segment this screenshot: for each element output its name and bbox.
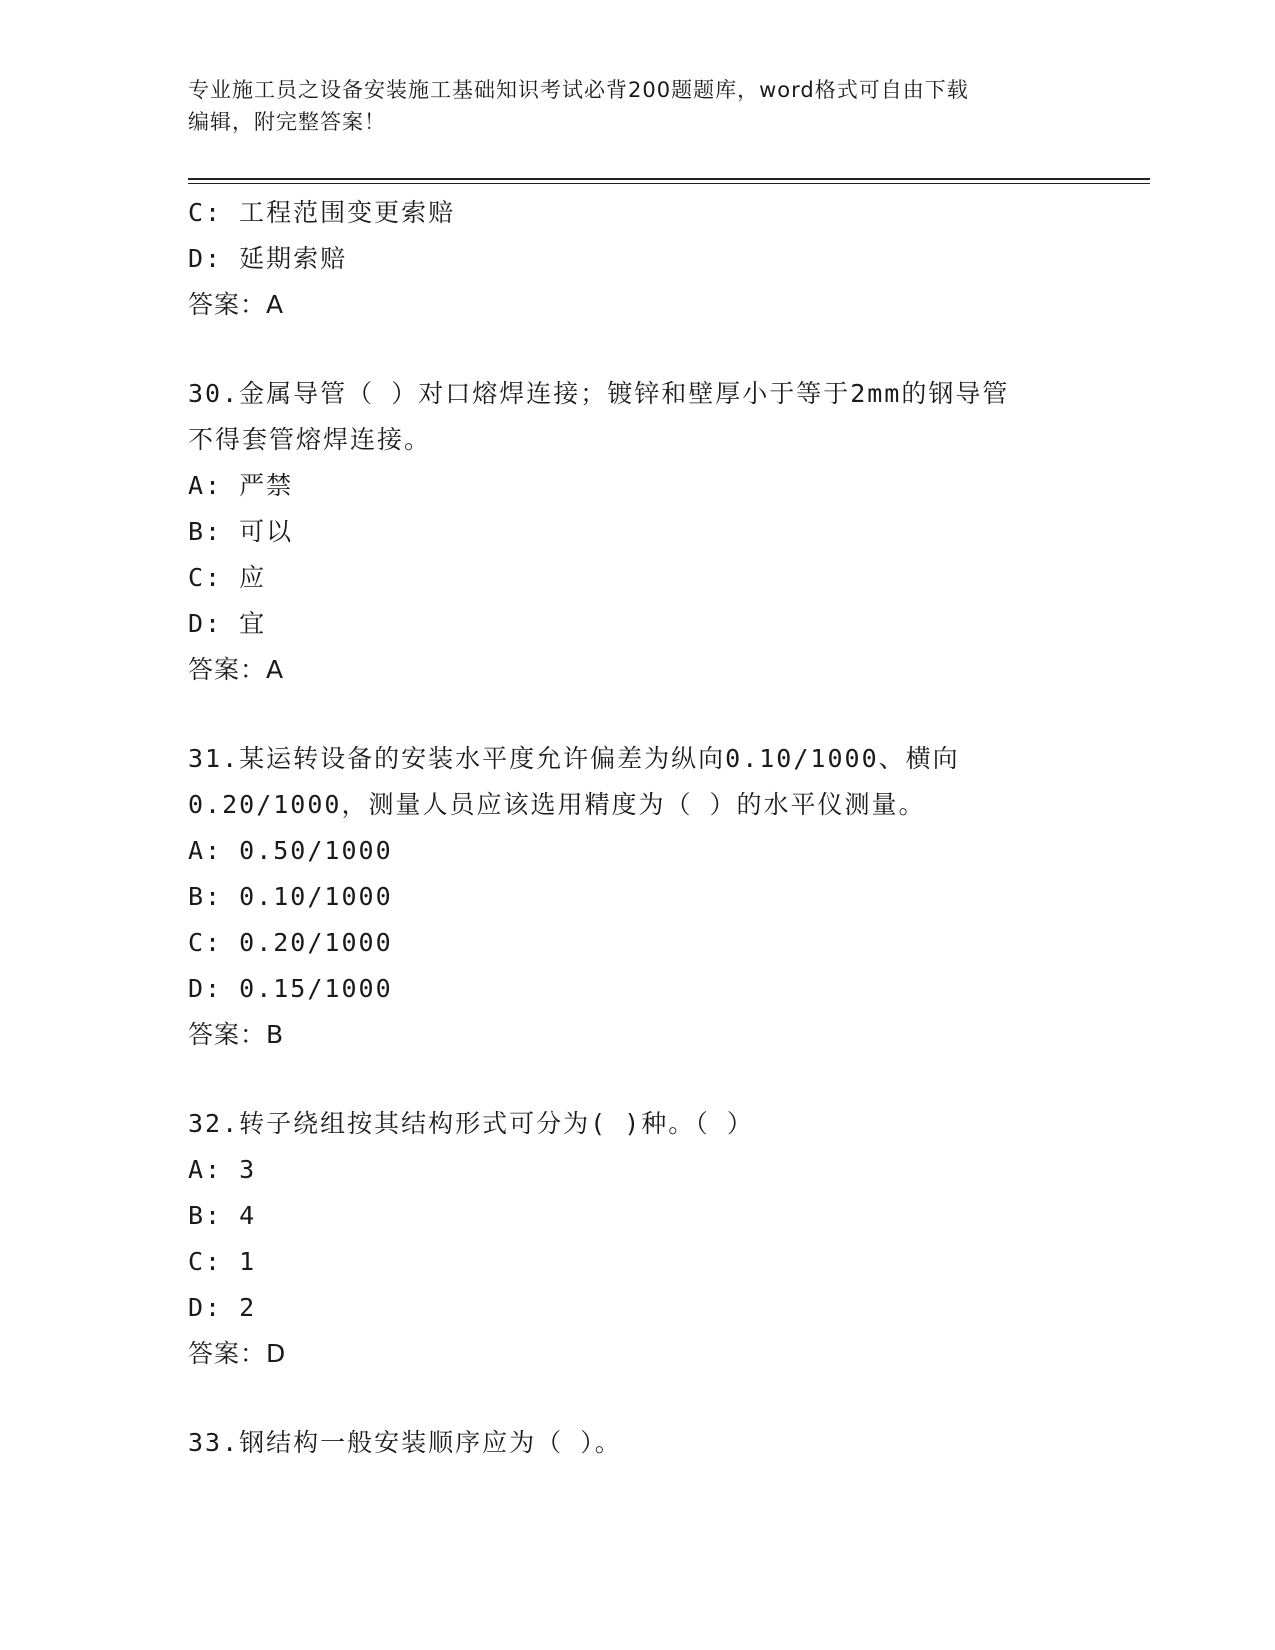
question-list [188,190,1088,1466]
spacer [188,328,1088,371]
document-header [188,74,1088,138]
option-d: D: 延期索赔 [188,244,348,273]
answer-line: 答案：A [188,655,285,684]
header-divider-thin [188,183,1150,184]
question-stem-line-2: 不得套管熔焊连接。 [188,425,432,454]
option-a: A: 0.50/1000 [188,836,393,865]
answer-line: 答案：B [188,1020,285,1049]
answer-line: 答案：A [188,290,285,319]
header-title-line-1: 专业施工员之设备安装施工基础知识考试必背200题题库，word格式可自由下载 [188,78,969,102]
question-block-30 [188,371,1088,693]
option-d: D: 2 [188,1293,257,1322]
option-d: D: 0.15/1000 [188,974,393,1003]
spacer [188,693,1088,736]
option-c: C: 0.20/1000 [188,928,393,957]
question-stem-line-1: 32.转子绕组按其结构形式可分为( )种。（ ） [188,1109,754,1138]
spacer [188,1058,1088,1101]
option-a: A: 严禁 [188,471,294,500]
answer-line: 答案：D [188,1339,287,1368]
question-stem-line-1: 31.某运转设备的安装水平度允许偏差为纵向0.10/1000、横向 [188,744,960,773]
option-b: B: 4 [188,1201,257,1230]
header-divider-thick [188,178,1150,180]
option-a: A: 3 [188,1155,257,1184]
option-b: B: 可以 [188,517,294,546]
option-c: C: 1 [188,1247,257,1276]
header-title-line-2: 编辑，附完整答案！ [188,110,386,134]
question-stem-line-1: 30.金属导管（ ）对口熔焊连接；镀锌和壁厚小于等于2mm的钢导管 [188,379,1010,408]
question-block-31 [188,736,1088,1058]
option-b: B: 0.10/1000 [188,882,393,911]
question-block-33 [188,1420,1088,1466]
option-c: C: 工程范围变更索赔 [188,198,456,227]
question-stem-line-1: 33.钢结构一般安装顺序应为（ ）。 [188,1428,622,1457]
question-block-32 [188,1101,1088,1377]
option-d: D: 宜 [188,609,267,638]
option-c: C: 应 [188,563,267,592]
spacer [188,1377,1088,1420]
question-stem-line-2: 0.20/1000，测量人员应该选用精度为（ ）的水平仪测量。 [188,790,926,819]
question-block-29 [188,190,1088,328]
